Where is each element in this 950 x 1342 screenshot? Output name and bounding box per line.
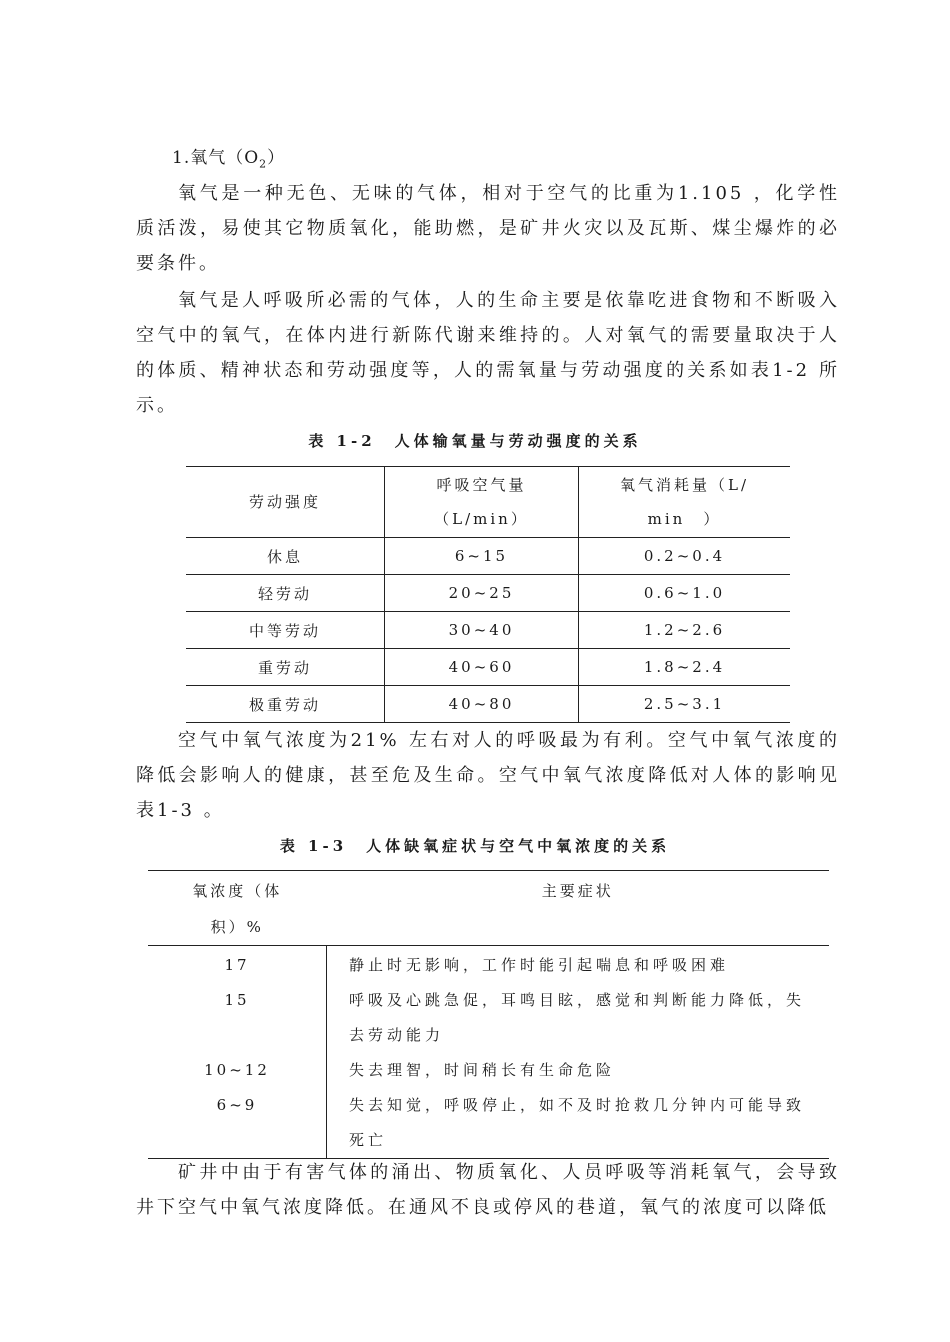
header-oxygen-consumption: 氧气消耗量（L/ min ） bbox=[579, 467, 791, 538]
table2-caption: 表 1-3 人体缺氧症状与空气中氧浓度的关系 bbox=[279, 837, 671, 855]
header-labor-intensity: 劳动强度 bbox=[248, 493, 321, 511]
table-row: 15 呼吸及心跳急促，耳鸣目眩，感觉和判断能力降低，失去劳动能力 bbox=[148, 983, 829, 1053]
table-row: 重劳动 40~60 1.8~2.4 bbox=[186, 649, 790, 686]
table-row: 17 静止时无影响，工作时能引起喘息和呼吸困难 bbox=[148, 946, 829, 984]
paragraph-oxygen-concentration: 空气中氧气浓度为21% 左右对人的呼吸最为有利。空气中氧气浓度的降低会影响人的健康，甚至危及生命。空气中氧气浓度降低对人体的影响见表1-3 。 bbox=[136, 730, 840, 821]
section-heading: 1.氧气$(O_2)$ bbox=[172, 148, 286, 171]
table-row: 10~12 失去理智，时间稍长有生命危险 bbox=[148, 1053, 829, 1088]
table-row: 6~9 失去知觉，呼吸停止，如不及时抢救几分钟内可能导致死亡 bbox=[148, 1088, 829, 1159]
header-main-symptoms: 主要症状 bbox=[541, 882, 614, 900]
paragraph-mine-oxygen: 矿井中由于有害气体的涌出、物质氧化、人员呼吸等消耗氧气，会导致井下空气中氧气浓度降低。在通风不良或停风的巷道，氧气的浓度可以降低 bbox=[136, 1162, 840, 1218]
header-oxygen-concentration: 氧浓度（体 积）% bbox=[192, 882, 283, 936]
table-hypoxia-symptoms bbox=[148, 870, 829, 1159]
table-row: 极重劳动 40~80 2.5~3.1 bbox=[186, 686, 790, 723]
header-air-volume: 呼吸空气量 （L/min） bbox=[385, 467, 579, 538]
table-header-row bbox=[186, 467, 790, 538]
paragraph-oxygen-properties: 氧气是一种无色、无味的气体，相对于空气的比重为1.105 ，化学性质活泼，易使其它物质氧化，能助燃，是矿井火灾以及瓦斯、煤尘爆炸的必要条件。 bbox=[136, 183, 840, 274]
table-row: 休息 6~15 0.2~0.4 bbox=[186, 538, 790, 575]
table1-caption: 表 1-2 人体输氧量与劳动强度的关系 bbox=[308, 432, 642, 450]
table-header-row bbox=[148, 871, 829, 946]
paragraph-oxygen-demand: 氧气是人呼吸所必需的气体，人的生命主要是依靠吃进食物和不断吸入空气中的氧气，在体内进行新陈代谢来维持的。人对氧气的需要量取决于人的体质、精神状态和劳动强度等，人的需氧量与劳动强度的关系如表1-2 所示。 bbox=[136, 290, 840, 416]
table-oxygen-vs-labor bbox=[186, 466, 790, 723]
table-row: 轻劳动 20~25 0.6~1.0 bbox=[186, 575, 790, 612]
table-row: 中等劳动 30~40 1.2~2.6 bbox=[186, 612, 790, 649]
